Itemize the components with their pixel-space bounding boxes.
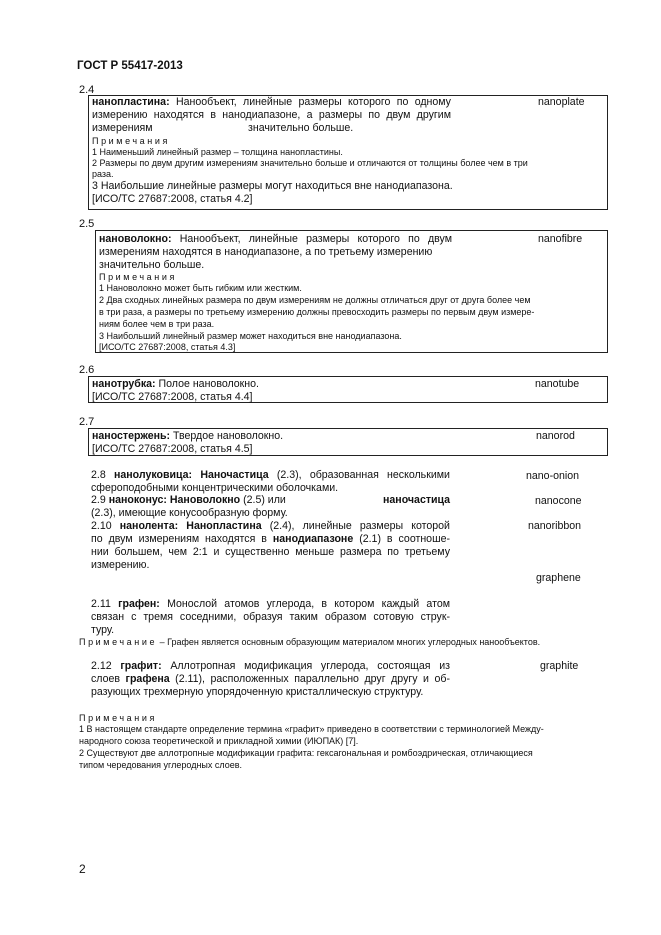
english-term: nano-onion: [526, 470, 580, 482]
entry-number: 2.4: [79, 84, 95, 96]
notes-title: Примечания: [92, 136, 170, 146]
definition-line: (2.3), имеющие конусообразную форму.: [91, 507, 288, 519]
definition-line: связан с тремя соседними, образуя таким образом сотовую струк-: [91, 611, 450, 623]
note: 2 Размеры по двум другим измерениям значительно больше и отличаются от толщины более чем в три: [92, 158, 528, 168]
note: типом чередования углеродных слоев.: [79, 760, 243, 770]
document-header: ГОСТ Р 55417-2013: [77, 60, 183, 72]
english-term: graphene: [536, 572, 581, 584]
note: ниям более чем в три раза.: [99, 319, 215, 329]
english-term: nanorod: [536, 430, 575, 442]
definition-line: нанотрубка: Полое нановолокно.: [92, 378, 259, 390]
definition-line: измерениям находятся в нанодиапазоне, а по третьему измерению: [99, 246, 433, 258]
note: 2 Существуют две аллотропные модификации графита: гексагональная и ромбоэдрическая, отличающиеся: [79, 748, 533, 758]
note: 1 В настоящем стандарте определение термина «графит» приведено в соответствии с терминологией Между-: [79, 724, 544, 734]
note: Примечание – Графен является основным образующим материалом многих углеродных нанообъектов.: [79, 637, 541, 647]
definition-line: туру.: [91, 624, 115, 636]
reference: [ИСО/ТС 27687:2008, статья 4.3]: [99, 342, 236, 352]
note: народного союза теоретической и прикладной химии (ИЮПАК) [7].: [79, 736, 359, 746]
definition-line: 2.12 графит: Аллотропная модификация углерода, состоящая из: [91, 660, 450, 672]
definition-line: наностержень: Твердое нановолокно.: [92, 430, 284, 442]
note: 3 Наибольший линейный размер может находиться вне нанодиапазона.: [99, 331, 402, 341]
reference: [ИСО/ТС 27687:2008, статья 4.4]: [92, 391, 253, 403]
entry-number: 2.5: [79, 218, 95, 230]
definition-line: 2.8 нанолуковица: Наночастица (2.3), образованная несколькими: [91, 469, 450, 481]
definition-line: 2.9 наноконус: Нановолокно (2.5) или: [91, 494, 286, 506]
english-term: graphite: [540, 660, 579, 672]
english-term: nanofibre: [538, 233, 583, 245]
definition-line: наночастица: [383, 494, 451, 506]
definition-line: слоев графена (2.11), расположенных параллельно друг другу и об-: [91, 673, 450, 685]
definition-line: измерению.: [91, 559, 150, 571]
note: 3 Наибольшие линейные размеры могут находиться вне нанодиапазона.: [92, 180, 453, 192]
note: 1 Наименьший линейный размер – толщина нанопластины.: [92, 147, 343, 157]
definition-line: разующих трехмерную упорядоченную кристаллическую структуру.: [91, 686, 424, 698]
reference: [ИСО/ТС 27687:2008, статья 4.5]: [92, 443, 253, 455]
definition-line: по двум измерениям находятся в нанодиапазоне (2.1) в соотноше-: [91, 533, 450, 545]
definition-line: нанопластина: Нанообъект, линейные размеры которого по одному: [92, 96, 451, 108]
definition-line: измерениям: [92, 122, 153, 134]
note: раза.: [92, 169, 114, 179]
definition-line: сфероподобными концентрическими оболочками.: [91, 482, 339, 494]
notes-title: Примечания: [79, 713, 157, 723]
definition-line: 2.11 графен: Монослой атомов углерода, в котором каждый атом: [91, 598, 450, 610]
note: 1 Нановолокно может быть гибким или жестким.: [99, 283, 302, 293]
english-term: nanocone: [535, 495, 582, 507]
english-term: nanoplate: [538, 96, 585, 108]
definition-line: измерению находятся в нанодиапазоне, а размеры по двум другим: [92, 109, 451, 121]
definition-line: значительно больше.: [99, 259, 205, 271]
reference: [ИСО/ТС 27687:2008, статья 4.2]: [92, 193, 253, 205]
entry-number: 2.7: [79, 416, 95, 428]
definition-line: значительно больше.: [248, 122, 354, 134]
note: 2 Два сходных линейных размера по двум измерениям не должны отличаться друг от друга более чем: [99, 295, 531, 305]
definition-line: нановолокно: Нанообъект, линейные размеры которого по двум: [99, 233, 452, 245]
english-term: nanoribbon: [528, 520, 582, 532]
page-number: 2: [79, 862, 86, 876]
notes-title: Примечания: [99, 272, 177, 282]
english-term: nanotube: [535, 378, 580, 390]
note: в три раза, а размеры по третьему измерению должны превосходить размеры по первым двум измере-: [99, 307, 535, 317]
entry-number: 2.6: [79, 364, 95, 376]
definition-line: нии большем, чем 2:1 и существенно меньше размера по третьему: [91, 546, 450, 558]
definition-line: 2.10 нанолента: Нанопластина (2.4), линейные размеры которой: [91, 520, 450, 532]
